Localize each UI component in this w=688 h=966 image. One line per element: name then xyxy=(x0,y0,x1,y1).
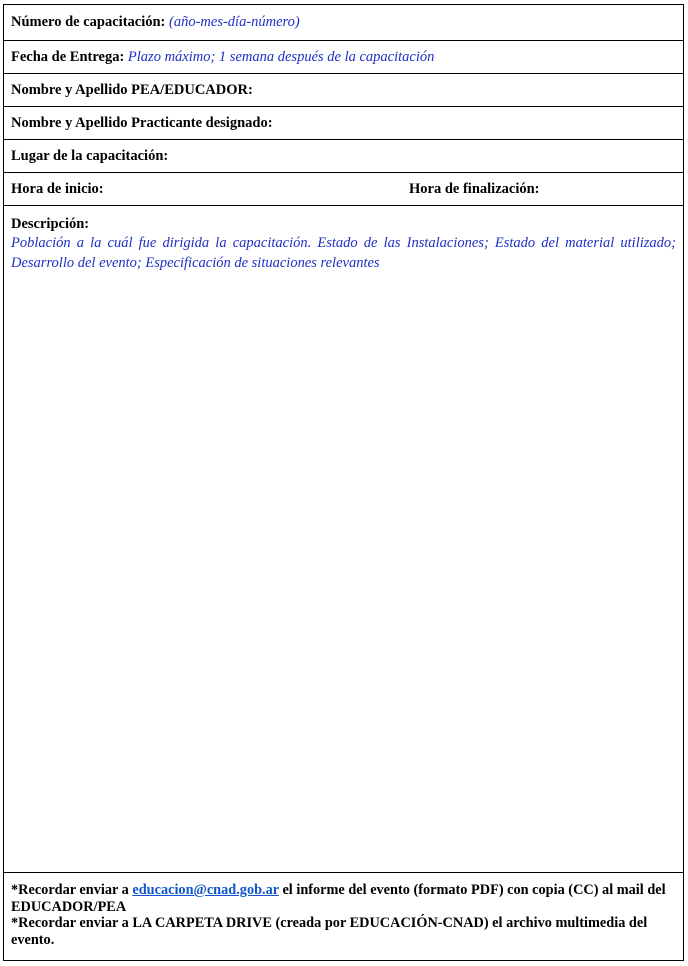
end-time-label: Hora de finalización: xyxy=(409,180,540,197)
training-report-form xyxy=(3,4,684,961)
description-label: Descripción: xyxy=(11,216,90,232)
description-hint: Población a la cuál fue dirigida la capacitación. Estado de las Instalaciones; Estado del material utilizado; Desarrollo del evento; Especificación de situaciones relevantes xyxy=(11,235,676,271)
description-section xyxy=(4,206,683,873)
delivery-date-hint: Plazo máximo; 1 semana después de la capacitación xyxy=(127,48,435,65)
educator-name-row xyxy=(4,74,683,107)
reminder-note-email-prefix: *Recordar enviar a xyxy=(11,882,133,898)
intern-name-row xyxy=(4,107,683,140)
training-number-hint: (año-mes-día-número) xyxy=(169,14,300,30)
start-time-label: Hora de inicio: xyxy=(11,180,104,197)
training-number-label: Número de capacitación: xyxy=(11,14,166,30)
training-location-row xyxy=(4,140,683,173)
reminder-notes xyxy=(4,873,683,959)
reminder-note-email-suffix: el informe del evento (formato PDF) con copia (CC) al mail del EDUCADOR/PEA xyxy=(11,882,666,915)
training-number-row xyxy=(4,5,683,41)
schedule-row xyxy=(4,173,683,206)
delivery-date-row xyxy=(4,41,683,74)
reminder-note-email xyxy=(11,882,676,915)
intern-name-label: Nombre y Apellido Practicante designado: xyxy=(11,114,273,131)
email-link[interactable]: educacion@cnad.gob.ar xyxy=(132,882,279,898)
delivery-date-label: Fecha de Entrega: xyxy=(11,48,125,65)
reminder-note-drive: *Recordar enviar a LA CARPETA DRIVE (creada por EDUCACIÓN-CNAD) el archivo multimedia del evento. xyxy=(11,915,648,948)
training-location-label: Lugar de la capacitación: xyxy=(11,147,169,164)
educator-name-label: Nombre y Apellido PEA/EDUCADOR: xyxy=(11,81,253,98)
